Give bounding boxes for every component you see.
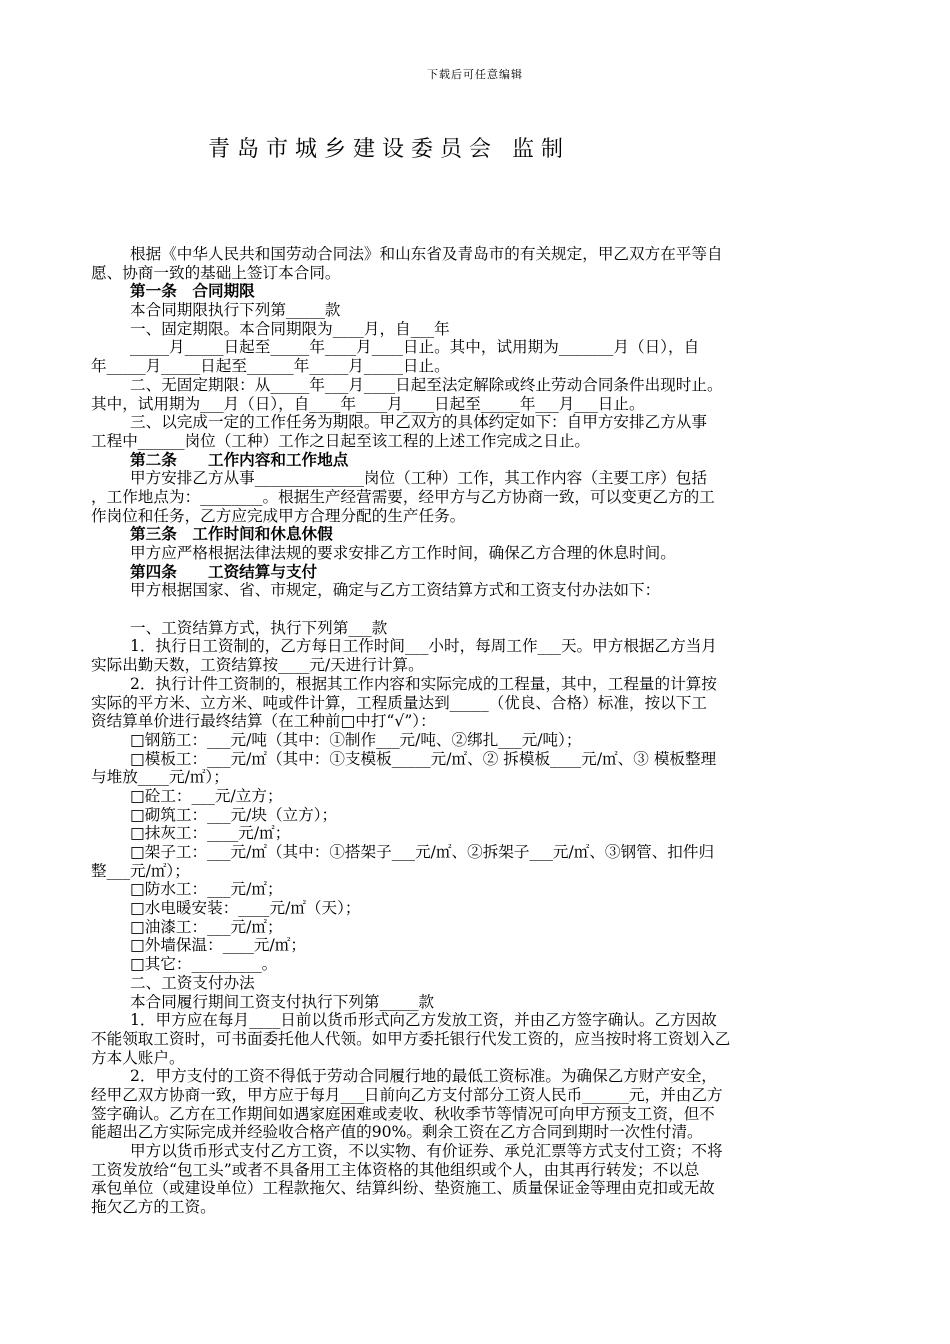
text-line: 经甲乙双方协商一致，甲方应于每月___日前向乙方支付部分工资人民币______元，并由乙方 bbox=[91, 1085, 723, 1104]
text-line: 二、工资支付办法 bbox=[130, 973, 255, 992]
text-line: 2．执行计件工资制的，根据其工作内容和实际完成的工程量，其中，工程量的计算按 bbox=[130, 674, 717, 693]
text-line: □砼工：___元/立方； bbox=[130, 786, 283, 805]
text-line: 不能领取工资时，可书面委托他人代领。如甲方委托银行代发工资的，应当按时将工资划入乙 bbox=[91, 1029, 731, 1048]
text-line: 方本人账户。 bbox=[91, 1048, 185, 1067]
header-note: 下载后可任意编辑 bbox=[427, 68, 523, 81]
text-line: □水电暖安装：____元/㎡（天）； bbox=[130, 899, 361, 918]
text-line: 实际出勤天数，工资结算按____元/天进行计算。 bbox=[91, 656, 424, 675]
text-line: 三、以完成一定的工作任务为期限。甲乙双方的具体约定如下：自甲方安排乙方从事 bbox=[130, 413, 707, 432]
text-line: 资结算单价进行最终结算（在工种前□中打“√”）： bbox=[91, 712, 436, 731]
text-line: 愿、协商一致的基础上签订本合同。 bbox=[91, 263, 341, 282]
text-line: 作岗位和任务，乙方应完成甲方合理分配的生产任务。 bbox=[91, 506, 466, 525]
text-line: _____月_____日起至_____年____月____日止。其中，试用期为_______月（日），自 bbox=[130, 338, 700, 357]
contract-body bbox=[91, 245, 863, 1217]
text-line: 甲方应严格根据法律法规的要求安排乙方工作时间，确保乙方合理的休息时间。 bbox=[130, 544, 676, 562]
text-line: □钢筋工：___元/吨（其中：①制作___元/吨、②绑扎___元/吨）； bbox=[130, 730, 582, 749]
text-line: 实际的平方米、立方米、吨或件计算，工程质量达到_____（优良、合格）标准，按以下工 bbox=[91, 693, 707, 712]
text-line: □其它：_________。 bbox=[130, 955, 278, 974]
article-heading: 第三条 工作时间和休息休假 bbox=[130, 524, 333, 544]
text-line: 一、工资结算方式，执行下列第___款 bbox=[130, 618, 388, 637]
text-line: ，工作地点为：________。根据生产经营需要，经甲方与乙方协商一致，可以变更乙方的工 bbox=[91, 487, 715, 506]
text-line: 甲方以货币形式支付乙方工资，不以实物、有价证券、承兑汇票等方式支付工资；不将 bbox=[130, 1142, 723, 1160]
text-line: 2．甲方支付的工资不得低于劳动合同履行地的最低工资标准。为确保乙方财产安全， bbox=[130, 1067, 717, 1086]
text-line: □油漆工：___元/㎡； bbox=[130, 917, 283, 936]
document-title: 青岛市城乡建设委员会 监制 bbox=[208, 137, 570, 162]
text-line: 本合同期限执行下列第_____款 bbox=[130, 301, 341, 320]
text-line: □架子工：___元/㎡（其中：①搭架子___元/㎡、②拆架子___元/㎡、③钢管、扣件归 bbox=[130, 843, 715, 861]
text-line: 签字确认。乙方在工作期间如遇家庭困难或麦收、秋收季节等情况可向甲方预支工资，但不 bbox=[91, 1104, 715, 1123]
text-line: 1．甲方应在每月____日前以货币形式向乙方发放工资，并由乙方签字确认。乙方因故 bbox=[130, 1011, 717, 1030]
text-line: 甲方安排乙方从事______________岗位（工种）工作，其工作内容（主要工序）包括 bbox=[130, 469, 707, 488]
text-line: □防水工：___元/㎡； bbox=[130, 880, 283, 899]
text-line: □模板工：___元/㎡（其中：①支模板_____元/㎡、② 拆模板____元/㎡、③ 模板整理 bbox=[130, 749, 717, 768]
article-heading: 第一条 合同期限 bbox=[130, 281, 255, 301]
article-heading: 第四条 工资结算与支付 bbox=[130, 561, 318, 581]
text-line: 根据《中华人民共和国劳动合同法》和山东省及青岛市的有关规定，甲乙双方在平等自 bbox=[130, 245, 723, 263]
text-line: 工程中______岗位（工种）工作之日起至该工程的上述工作完成之日止。 bbox=[91, 431, 591, 450]
text-line: 能超出乙方实际完成并经验收合格产值的90%。剩余工资在乙方合同到期时一次性付清。 bbox=[91, 1123, 703, 1142]
text-line: 承包单位（或建设单位）工程款拖欠、结算纠纷、垫资施工、质量保证金等理由克扣或无故 bbox=[91, 1179, 715, 1198]
text-line: □砌筑工：___元/块（立方）； bbox=[130, 805, 338, 824]
text-line: 一、固定期限。本合同期限为____月，自___年 bbox=[130, 319, 450, 338]
text-line: 其中，试用期为___月（日），自____年____月____日起至_____年___月___日止。 bbox=[91, 394, 645, 413]
blank-line bbox=[91, 600, 863, 619]
text-line: 1．执行日工资制的，乙方每日工作时间___小时，每周工作___天。甲方根据乙方当月 bbox=[130, 637, 717, 656]
text-line: 工资发放给“包工头”或者不具备用工主体资格的其他组织或个人，由其再行转发；不以总 bbox=[91, 1160, 700, 1179]
text-line: □抹灰工：____元/㎡； bbox=[130, 824, 291, 843]
article-heading: 第二条 工作内容和工作地点 bbox=[130, 449, 349, 469]
text-line: 甲方根据国家、省、市规定，确定与乙方工资结算方式和工资支付办法如下： bbox=[130, 581, 661, 600]
text-line: 二、无固定期限：从_____年___月____日起至法定解除或终止劳动合同条件出现时止。 bbox=[130, 375, 723, 394]
text-line: 本合同履行期间工资支付执行下列第_____款 bbox=[130, 992, 435, 1011]
text-line: 年_____月_____日起至______年_____月_____日止。 bbox=[91, 357, 450, 376]
text-line: □外墙保温：____元/㎡； bbox=[130, 936, 306, 955]
text-line: 拖欠乙方的工资。 bbox=[91, 1198, 216, 1217]
text-line: 与堆放____元/㎡）； bbox=[91, 768, 229, 787]
text-line: 整___元/㎡）； bbox=[91, 861, 190, 880]
